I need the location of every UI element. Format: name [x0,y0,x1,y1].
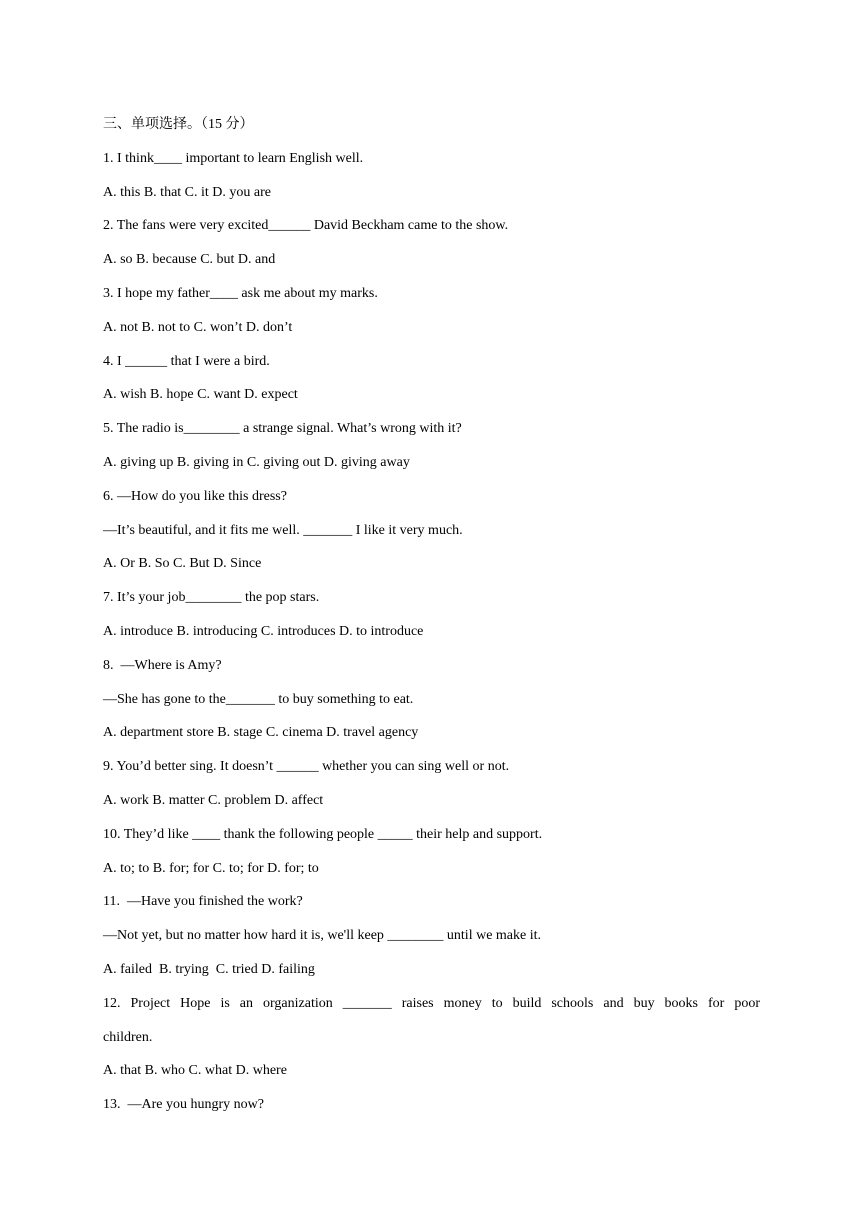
question-4-options: A. wish B. hope C. want D. expect [103,387,298,403]
question-13: 13. —Are you hungry now? [103,1097,264,1113]
question-2-options: A. so B. because C. but D. and [103,252,276,268]
question-1-options: A. this B. that C. it D. you are [103,184,271,200]
question-9-options: A. work B. matter C. problem D. affect [103,792,324,808]
question-8-reply: —She has gone to the_______ to buy something to eat. [103,691,414,707]
question-3-options: A. not B. not to C. won’t D. don’t [103,319,293,335]
question-2: 2. The fans were very excited______ David Beckham came to the show. [103,218,509,234]
question-11: 11. —Have you finished the work? [103,894,303,910]
question-7: 7. It’s your job________ the pop stars. [103,590,320,606]
question-5-options: A. giving up B. giving in C. giving out D. giving away [103,454,410,470]
question-10-options: A. to; to B. for; for C. to; for D. for; to [103,860,319,876]
question-12: 12. Project Hope is an organization _______ raises money to build schools and buy books for poor [103,995,760,1011]
question-section [103,108,760,1122]
question-6-reply: —It’s beautiful, and it fits me well. _______ I like it very much. [103,522,463,538]
section-title: 三、单项选择。（15 分） [103,117,254,132]
question-11-reply: —Not yet, but no matter how hard it is, we'll keep ________ until we make it. [103,928,541,944]
question-10: 10. They’d like ____ thank the following people _____ their help and support. [103,826,543,842]
question-11-options: A. failed B. trying C. tried D. failing [103,961,315,977]
question-12-options: A. that B. who C. what D. where [103,1063,287,1079]
question-8-options: A. department store B. stage C. cinema D. travel agency [103,725,419,741]
question-8: 8. —Where is Amy? [103,657,222,673]
question-7-options: A. introduce B. introducing C. introduces D. to introduce [103,623,424,639]
question-6: 6. —How do you like this dress? [103,488,287,504]
question-12-continued: children. [103,1029,153,1045]
question-9: 9. You’d better sing. It doesn’t ______ whether you can sing well or not. [103,759,510,775]
question-4: 4. I ______ that I were a bird. [103,353,270,369]
question-1: 1. I think____ important to learn English well. [103,150,364,166]
question-5: 5. The radio is________ a strange signal. What’s wrong with it? [103,421,462,437]
question-3: 3. I hope my father____ ask me about my marks. [103,285,378,301]
question-6-options: A. Or B. So C. But D. Since [103,556,262,572]
